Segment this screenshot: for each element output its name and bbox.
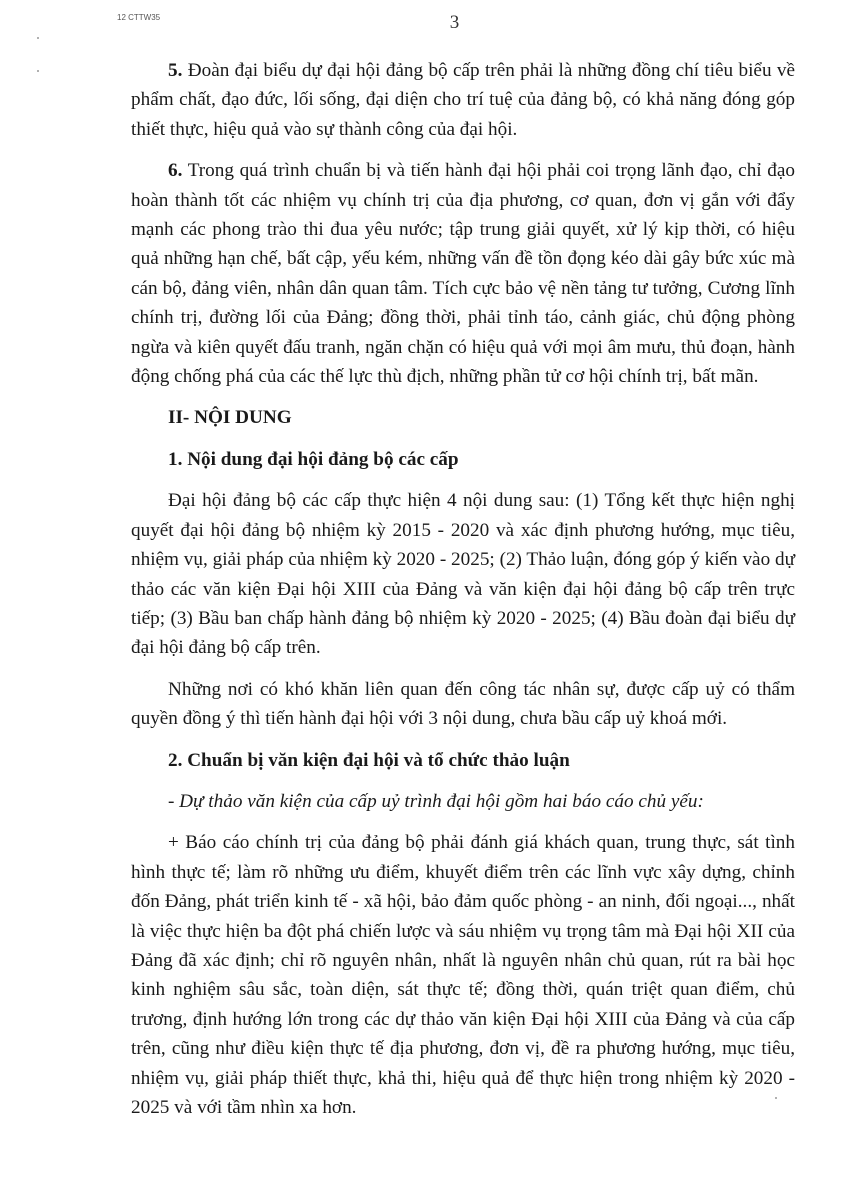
section-number: 5. [168, 60, 183, 81]
section-text: Đoàn đại biểu dự đại hội đảng bộ cấp trên phải là những đồng chí tiêu biểu về phẩm chất, đạo đức, lối sống, đại diện cho trí tuệ của đảng bộ, có khả năng đóng góp thiết thực, hiệu quả vào sự thành công của đại hội. [131, 60, 795, 140]
paragraph-bao-cao-chinh-tri: + Báo cáo chính trị của đảng bộ phải đánh giá khách quan, trung thực, sát tình hình thực tế; làm rõ những ưu điểm, khuyết điểm trên các lĩnh vực xây dựng, chỉnh đốn Đảng, phát triển kinh tế - xã hội, bảo đảm quốc phòng - an ninh, đối ngoại..., nhất là việc thực hiện ba đột phá chiến lược và sáu nhiệm vụ trọng tâm mà Đại hội XII của Đảng đã xác định; chỉ rõ nguyên nhân, nhất là nguyên nhân chủ quan, rút ra bài học kinh nghiệm sâu sắc, toàn diện, sát thực tế; đồng thời, quán triệt quan điểm, chủ trương, định hướng lớn trong các dự thảo văn kiện Đại hội XIII của Đảng và của cấp trên, cũng như điều kiện thực tế địa phương, đơn vị, đề ra phương hướng, mục tiêu, nhiệm vụ, giải pháp thiết thực, khả thi, hiệu quả để thực hiện trong nhiệm kỳ 2020 - 2025 và với tầm nhìn xa hơn. [131, 832, 795, 1118]
paragraph-du-thao: - Dự thảo văn kiện của cấp uỷ trình đại hội gồm hai báo cáo chủ yếu: [168, 790, 704, 812]
heading-noi-dung-dai-hoi: 1. Nội dung đại hội đảng bộ các cấp [168, 448, 459, 470]
paragraph-section-6 [131, 156, 795, 391]
scan-speck [37, 37, 39, 39]
paragraph-kho-khan: Những nơi có khó khăn liên quan đến công tác nhân sự, được cấp uỷ có thẩm quyền đồng ý thì tiến hành đại hội với 3 nội dung, chưa bầu cấp uỷ khoá mới. [131, 678, 795, 730]
heading-chuan-bi-van-kien: 2. Chuẩn bị văn kiện đại hội và tổ chức thảo luận [168, 749, 570, 771]
paragraph-noi-dung: Đại hội đảng bộ các cấp thực hiện 4 nội dung sau: (1) Tổng kết thực hiện nghị quyết đại hội đảng bộ nhiệm kỳ 2015 - 2020 và xác định phương hướng, mục tiêu, nhiệm vụ, giải pháp của nhiệm kỳ 2020 - 2025; (2) Thảo luận, đóng góp ý kiến vào dự thảo các văn kiện Đại hội XIII của Đảng và văn kiện đại hội đảng bộ cấp trên trực tiếp; (3) Bầu ban chấp hành đảng bộ nhiệm kỳ 2020 - 2025; (4) Bầu đoàn đại biểu dự đại hội đảng bộ cấp trên. [131, 490, 795, 659]
scan-speck [37, 70, 39, 72]
document-code: 12 CTTW35 [117, 13, 161, 22]
section-number: 6. [168, 160, 183, 182]
section-text: Trong quá trình chuẩn bị và tiến hành đại hội phải coi trọng lãnh đạo, chỉ đạo hoàn thành tốt các nhiệm vụ chính trị của địa phương, cơ quan, đơn vị gắn với đẩy mạnh các phong trào thi đua yêu nước; tập trung giải quyết, xử lý kịp thời, có hiệu quả những hạn chế, bất cập, yếu kém, những vấn đề tồn đọng kéo dài gây bức xúc mà cán bộ, đảng viên, nhân dân quan tâm. Tích cực bảo vệ nền tảng tư tưởng, Cương lĩnh chính trị, đường lối của Đảng; đồng thời, phải tỉnh táo, cảnh giác, chủ động phòng ngừa và kiên quyết đấu tranh, ngăn chặn có hiệu quả với mọi âm mưu, thủ đoạn, hành động chống phá của các thế lực thù địch, những phần tử cơ hội chính trị, bất mãn. [131, 160, 795, 388]
heading-noi-dung: II- NỘI DUNG [168, 407, 292, 429]
paragraph-section-5 [131, 56, 795, 144]
page-number: 3 [449, 12, 460, 33]
document-body [131, 56, 795, 1134]
